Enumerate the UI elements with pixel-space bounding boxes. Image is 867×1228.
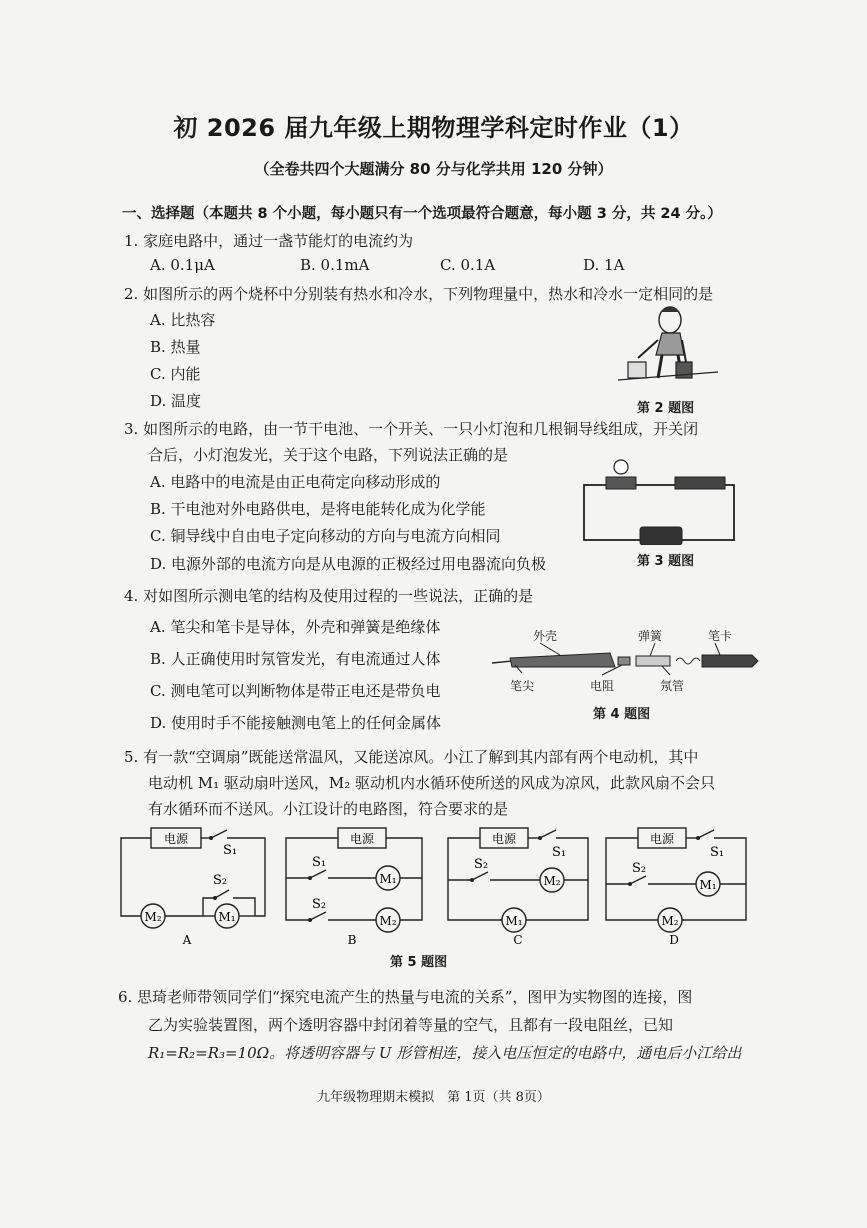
q1-stem: 1. 家庭电路中，通过一盏节能灯的电流约为 bbox=[124, 232, 414, 250]
q5-b-source-label: 电源 bbox=[349, 832, 375, 846]
q3-option-d: D. 电源外部的电流方向是从电源的正极经过用电器流向负极 bbox=[150, 555, 547, 573]
q5-stem-line3: 有水循环而不送风。小江设计的电路图，符合要求的是 bbox=[148, 800, 509, 818]
q5-circuit-c bbox=[444, 826, 596, 950]
q5-b-s1-label: S₁ bbox=[312, 855, 327, 870]
q4-option-c: C. 测电笔可以判断物体是带正电还是带负电 bbox=[150, 682, 441, 700]
q1-option-c: C. 0.1A bbox=[440, 256, 496, 274]
q6-line2: 乙为实验装置图，两个透明容器中封闭着等量的空气，且都有一段电阻丝，已知 bbox=[148, 1016, 674, 1034]
q5-figure-caption: 第 5 题图 bbox=[390, 955, 448, 970]
q3-stem-line2: 合后，小灯泡发光，关于这个电路，下列说法正确的是 bbox=[148, 446, 509, 464]
q5-d-s1-label: S₁ bbox=[710, 845, 725, 860]
q5-a-s2-label: S₂ bbox=[213, 873, 228, 888]
q3-option-c: C. 铜导线中自由电子定向移动的方向与电流方向相同 bbox=[150, 527, 501, 545]
q4-label-shell: 外壳 bbox=[533, 629, 558, 643]
q5-d-letter: D bbox=[669, 933, 679, 947]
q5-a-letter: A bbox=[182, 933, 192, 947]
q2-figure-person-beakers bbox=[618, 300, 718, 395]
q5-c-letter: C bbox=[513, 933, 523, 947]
q5-c-m2-label: M₂ bbox=[543, 874, 561, 888]
q5-c-m1-label: M₁ bbox=[505, 914, 523, 928]
q3-option-b: B. 干电池对外电路供电，是将电能转化成为化学能 bbox=[150, 500, 486, 518]
q5-circuit-d bbox=[602, 826, 754, 950]
q1-option-d: D. 1A bbox=[583, 256, 625, 274]
q5-c-s1-label: S₁ bbox=[552, 845, 567, 860]
q4-option-b: B. 人正确使用时氖管发光，有电流通过人体 bbox=[150, 650, 441, 668]
q3-figure-caption: 第 3 题图 bbox=[637, 554, 695, 569]
q5-circuit-b bbox=[282, 826, 432, 950]
page-footer: 九年级物理期末模拟 第 1页（共 8页） bbox=[317, 1090, 550, 1105]
q5-b-letter: B bbox=[347, 933, 357, 947]
q5-d-s2-label: S₂ bbox=[632, 861, 647, 876]
q2-option-d: D. 温度 bbox=[150, 392, 202, 410]
q4-label-spring: 弹簧 bbox=[638, 629, 663, 643]
q5-circuit-a bbox=[115, 826, 275, 950]
q5-b-m1-label: M₁ bbox=[379, 872, 397, 886]
page-title: 初 2026 届九年级上期物理学科定时作业（1） bbox=[173, 114, 694, 142]
q5-c-source-label: 电源 bbox=[491, 832, 517, 846]
q6-line3: R₁=R₂=R₃=10Ω。将透明容器与 U 形管相连，接入电压恒定的电路中，通电后小江给出 bbox=[148, 1044, 742, 1062]
q2-option-b: B. 热量 bbox=[150, 338, 201, 356]
q5-d-source-label: 电源 bbox=[649, 832, 675, 846]
q5-b-s2-label: S₂ bbox=[312, 897, 327, 912]
section-heading: 一、选择题（本题共 8 个小题，每小题只有一个选项最符合题意，每小题 3 分，共 24 分。） bbox=[122, 206, 722, 222]
q2-option-a: A. 比热容 bbox=[150, 311, 216, 329]
q4-stem: 4. 对如图所示测电笔的结构及使用过程的一些说法，正确的是 bbox=[124, 587, 534, 605]
q4-figure-caption: 第 4 题图 bbox=[593, 707, 651, 722]
q2-figure-caption: 第 2 题图 bbox=[637, 401, 695, 416]
q4-label-resistor: 电阻 bbox=[590, 679, 615, 693]
q4-label-clip: 笔卡 bbox=[708, 629, 733, 643]
q4-label-tip: 笔尖 bbox=[510, 679, 535, 693]
q5-stem-line1: 5. 有一款“空调扇”既能送常温风，又能送凉风。小江了解到其内部有两个电动机，其中 bbox=[124, 748, 699, 766]
q4-option-a: A. 笔尖和笔卡是导体，外壳和弹簧是绝缘体 bbox=[150, 618, 441, 636]
q1-option-b: B. 0.1mA bbox=[300, 256, 370, 274]
q5-d-m2-label: M₂ bbox=[661, 914, 679, 928]
q5-b-m2-label: M₂ bbox=[379, 914, 397, 928]
q5-d-m1-label: M₁ bbox=[699, 878, 717, 892]
q5-a-source-label: 电源 bbox=[163, 832, 189, 846]
q5-a-s1-label: S₁ bbox=[223, 843, 238, 858]
q2-option-c: C. 内能 bbox=[150, 365, 201, 383]
q4-label-neon: 氖管 bbox=[660, 679, 685, 693]
q1-option-a: A. 0.1μA bbox=[150, 256, 215, 274]
q6-line1: 6. 思琦老师带领同学们“探究电流产生的热量与电流的关系”，图甲为实物图的连接，图 bbox=[118, 988, 693, 1006]
q3-option-a: A. 电路中的电流是由正电荷定向移动形成的 bbox=[150, 473, 441, 491]
q4-option-d: D. 使用时手不能接触测电笔上的任何金属体 bbox=[150, 714, 442, 732]
q5-c-s2-label: S₂ bbox=[474, 857, 489, 872]
q5-a-m2-label: M₂ bbox=[144, 910, 162, 924]
q3-stem-line1: 3. 如图所示的电路，由一节干电池、一个开关、一只小灯泡和几根铜导线组成，开关闭 bbox=[124, 420, 699, 438]
q5-stem-line2: 电动机 M₁ 驱动扇叶送风，M₂ 驱动机内水循环使所送的风成为凉风，此款风扇不会只 bbox=[148, 774, 716, 792]
q3-figure-circuit bbox=[580, 455, 740, 545]
page-subtitle: （全卷共四个大题满分 80 分与化学共用 120 分钟） bbox=[254, 160, 613, 178]
q2-stem: 2. 如图所示的两个烧杯中分别装有热水和冷水，下列物理量中，热水和冷水一定相同的是 bbox=[124, 285, 714, 303]
q5-a-m1-label: M₁ bbox=[218, 910, 236, 924]
